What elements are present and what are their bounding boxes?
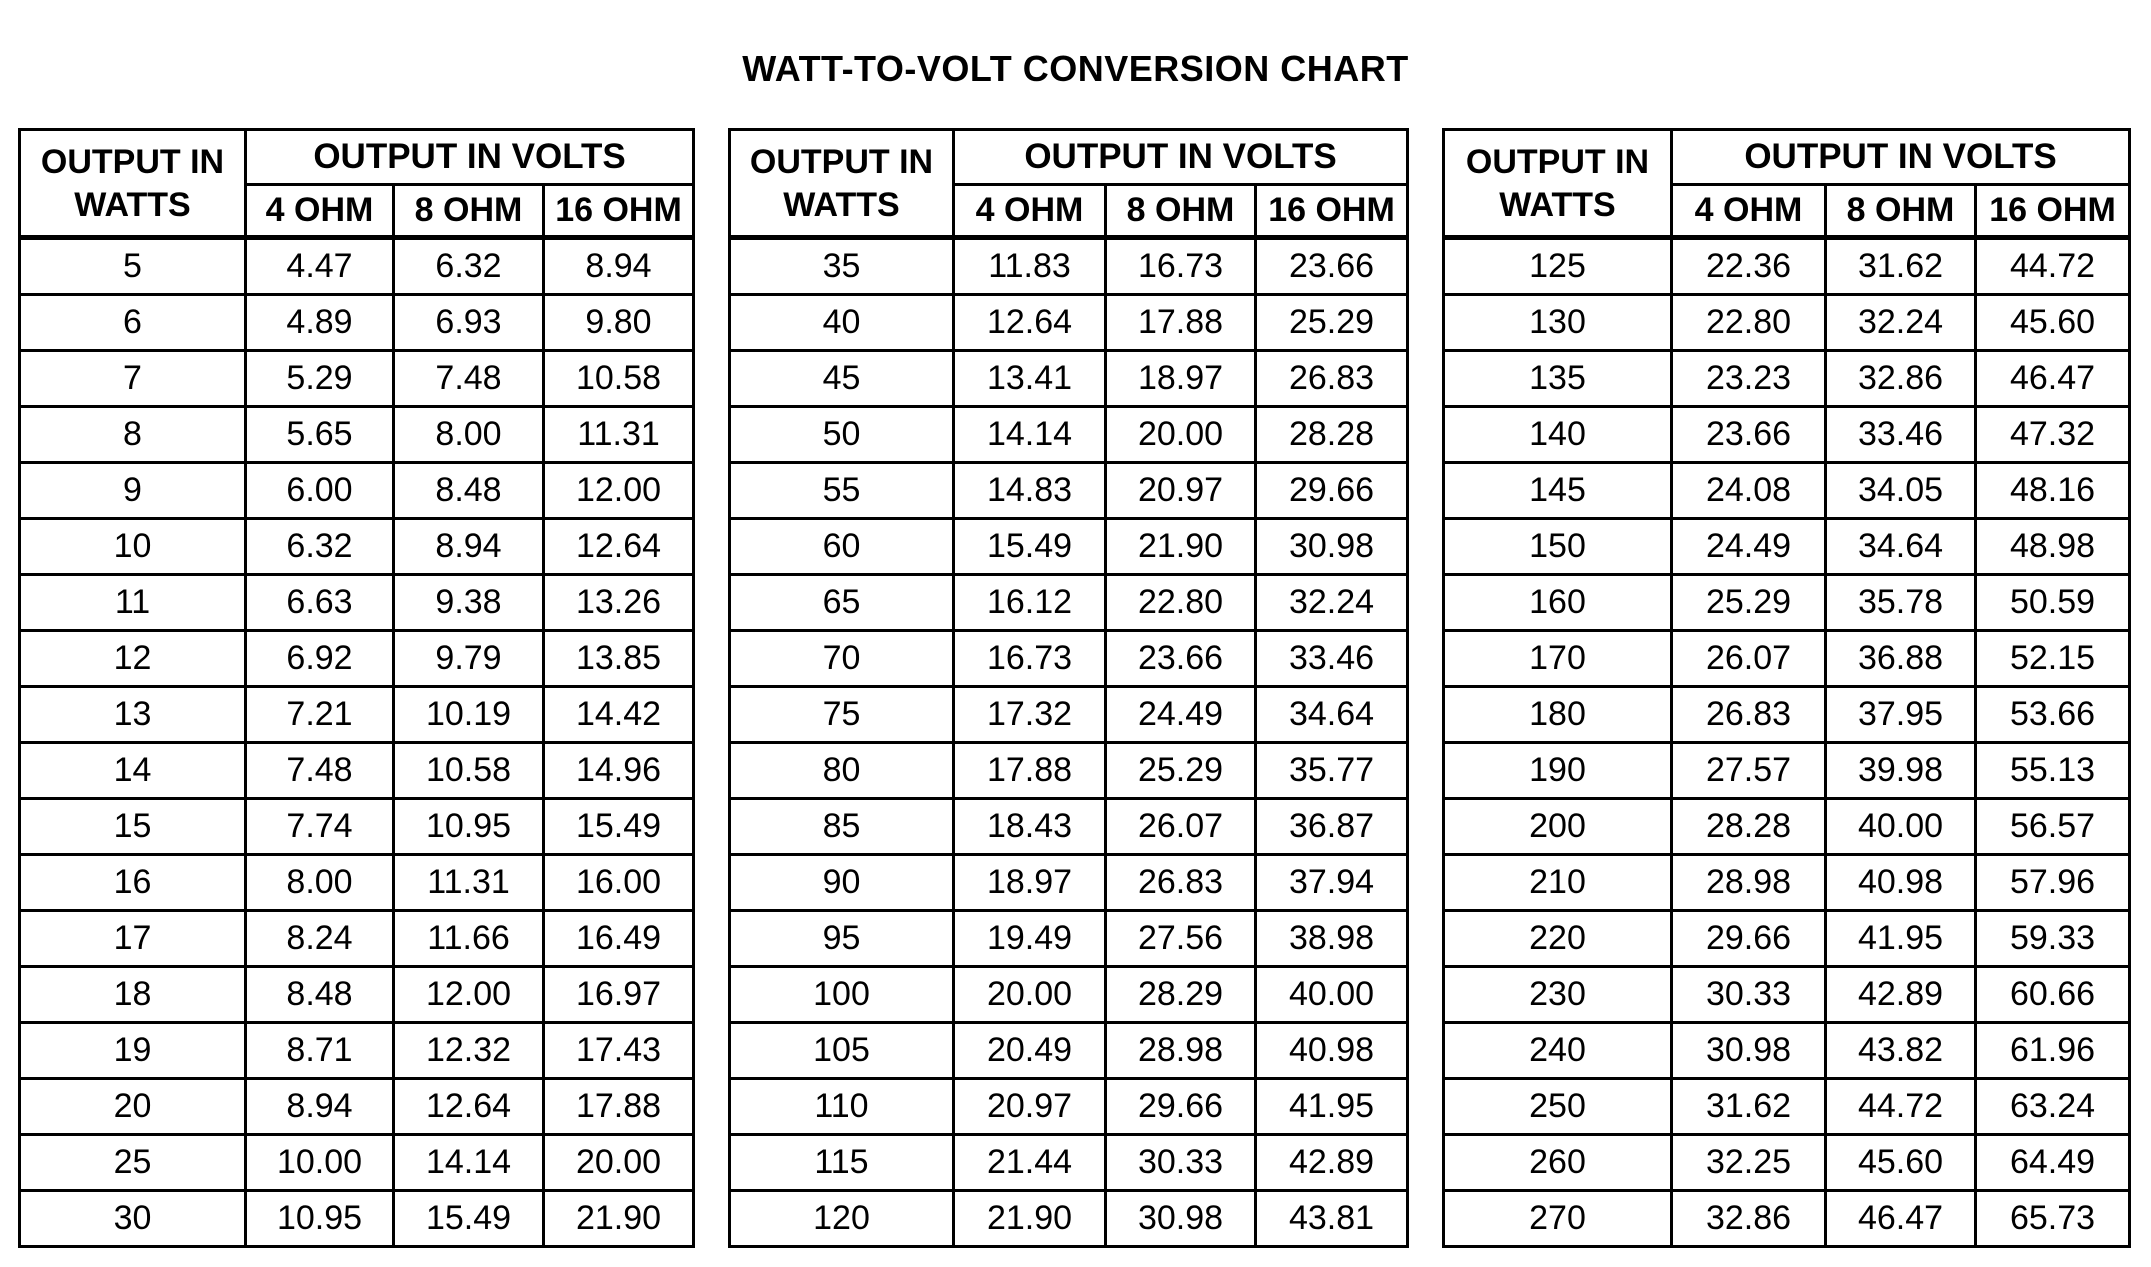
volts-16ohm-cell: 21.90	[544, 1191, 694, 1247]
table-row	[1444, 743, 2130, 799]
watts-cell: 230	[1444, 967, 1672, 1023]
volts-16ohm-cell: 13.85	[544, 631, 694, 687]
volts-16ohm-cell: 43.81	[1256, 1191, 1408, 1247]
watts-header-line1: OUTPUT IN	[730, 130, 954, 185]
volts-8ohm-cell: 32.24	[1826, 295, 1976, 351]
volts-4ohm-cell: 22.80	[1672, 295, 1826, 351]
watts-cell: 12	[20, 631, 246, 687]
table-row	[20, 351, 694, 407]
volts-16ohm-cell: 13.26	[544, 575, 694, 631]
volts-8ohm-cell: 39.98	[1826, 743, 1976, 799]
volts-16ohm-cell: 59.33	[1976, 911, 2130, 967]
table-row	[1444, 295, 2130, 351]
table-row	[20, 1079, 694, 1135]
volts-8ohm-cell: 8.94	[394, 519, 544, 575]
volts-4ohm-cell: 30.33	[1672, 967, 1826, 1023]
table-row	[730, 1023, 1408, 1079]
watts-cell: 80	[730, 743, 954, 799]
watts-cell: 19	[20, 1023, 246, 1079]
table-row	[1444, 407, 2130, 463]
table-row	[20, 238, 694, 295]
volts-8ohm-cell: 41.95	[1826, 911, 1976, 967]
volts-16ohm-cell: 38.98	[1256, 911, 1408, 967]
volts-4ohm-cell: 20.49	[954, 1023, 1106, 1079]
volts-4ohm-cell: 8.94	[246, 1079, 394, 1135]
volts-4ohm-cell: 30.98	[1672, 1023, 1826, 1079]
volts-8ohm-cell: 32.86	[1826, 351, 1976, 407]
watts-cell: 90	[730, 855, 954, 911]
volts-4ohm-cell: 25.29	[1672, 575, 1826, 631]
watts-header-line2: WATTS	[1444, 184, 1672, 238]
volts-4ohm-cell: 32.25	[1672, 1135, 1826, 1191]
volts-4ohm-cell: 4.47	[246, 238, 394, 295]
watts-cell: 125	[1444, 238, 1672, 295]
volts-8ohm-cell: 6.32	[394, 238, 544, 295]
volts-4ohm-cell: 8.71	[246, 1023, 394, 1079]
volts-4ohm-cell: 28.98	[1672, 855, 1826, 911]
volts-4ohm-cell: 11.83	[954, 238, 1106, 295]
volts-4ohm-cell: 23.66	[1672, 407, 1826, 463]
volts-16ohm-cell: 26.83	[1256, 351, 1408, 407]
conversion-table-2	[728, 128, 1409, 1248]
watts-cell: 150	[1444, 519, 1672, 575]
table-row	[730, 967, 1408, 1023]
watts-cell: 250	[1444, 1079, 1672, 1135]
volts-8ohm-cell: 16.73	[1106, 238, 1256, 295]
volts-4ohm-cell: 6.00	[246, 463, 394, 519]
watts-cell: 120	[730, 1191, 954, 1247]
table-row	[20, 519, 694, 575]
table-row	[20, 295, 694, 351]
volts-16ohm-cell: 46.47	[1976, 351, 2130, 407]
watts-cell: 105	[730, 1023, 954, 1079]
ohm16-header: 16 OHM	[544, 184, 694, 238]
table-row	[730, 519, 1408, 575]
watts-cell: 25	[20, 1135, 246, 1191]
watts-cell: 145	[1444, 463, 1672, 519]
volts-8ohm-cell: 43.82	[1826, 1023, 1976, 1079]
volts-8ohm-cell: 34.05	[1826, 463, 1976, 519]
volts-16ohm-cell: 45.60	[1976, 295, 2130, 351]
watts-cell: 45	[730, 351, 954, 407]
volts-4ohm-cell: 18.97	[954, 855, 1106, 911]
volts-8ohm-cell: 30.98	[1106, 1191, 1256, 1247]
volts-16ohm-cell: 41.95	[1256, 1079, 1408, 1135]
volts-8ohm-cell: 21.90	[1106, 519, 1256, 575]
table-row	[20, 631, 694, 687]
volts-8ohm-cell: 25.29	[1106, 743, 1256, 799]
volts-4ohm-cell: 19.49	[954, 911, 1106, 967]
volts-16ohm-cell: 56.57	[1976, 799, 2130, 855]
volts-16ohm-cell: 44.72	[1976, 238, 2130, 295]
volts-16ohm-cell: 57.96	[1976, 855, 2130, 911]
volts-16ohm-cell: 48.98	[1976, 519, 2130, 575]
watts-cell: 140	[1444, 407, 1672, 463]
table-body	[20, 238, 694, 1247]
volts-8ohm-cell: 20.97	[1106, 463, 1256, 519]
watts-cell: 40	[730, 295, 954, 351]
ohm4-header: 4 OHM	[954, 184, 1106, 238]
watts-cell: 10	[20, 519, 246, 575]
volts-header: OUTPUT IN VOLTS	[954, 130, 1408, 185]
watts-header-line1: OUTPUT IN	[1444, 130, 1672, 185]
volts-4ohm-cell: 16.73	[954, 631, 1106, 687]
volts-4ohm-cell: 31.62	[1672, 1079, 1826, 1135]
watts-cell: 110	[730, 1079, 954, 1135]
volts-16ohm-cell: 65.73	[1976, 1191, 2130, 1247]
table-row	[20, 463, 694, 519]
watts-cell: 6	[20, 295, 246, 351]
volts-4ohm-cell: 5.29	[246, 351, 394, 407]
volts-8ohm-cell: 15.49	[394, 1191, 544, 1247]
volts-4ohm-cell: 15.49	[954, 519, 1106, 575]
volts-8ohm-cell: 28.98	[1106, 1023, 1256, 1079]
table-row	[20, 575, 694, 631]
table-row	[1444, 463, 2130, 519]
volts-16ohm-cell: 33.46	[1256, 631, 1408, 687]
watts-cell: 55	[730, 463, 954, 519]
volts-16ohm-cell: 11.31	[544, 407, 694, 463]
volts-16ohm-cell: 61.96	[1976, 1023, 2130, 1079]
volts-4ohm-cell: 12.64	[954, 295, 1106, 351]
table-row	[20, 911, 694, 967]
watts-cell: 240	[1444, 1023, 1672, 1079]
volts-16ohm-cell: 30.98	[1256, 519, 1408, 575]
watts-header-line1: OUTPUT IN	[20, 130, 246, 185]
table-row	[1444, 855, 2130, 911]
ohm8-header: 8 OHM	[1826, 184, 1976, 238]
table-row	[20, 1135, 694, 1191]
ohm16-header: 16 OHM	[1256, 184, 1408, 238]
watts-cell: 270	[1444, 1191, 1672, 1247]
volts-4ohm-cell: 8.00	[246, 855, 394, 911]
watts-cell: 75	[730, 687, 954, 743]
page-title: WATT-TO-VOLT CONVERSION CHART	[742, 48, 1409, 89]
watts-cell: 20	[20, 1079, 246, 1135]
table-body	[730, 238, 1408, 1247]
watts-header-line2: WATTS	[730, 184, 954, 238]
volts-16ohm-cell: 55.13	[1976, 743, 2130, 799]
table-row	[1444, 911, 2130, 967]
ohm4-header: 4 OHM	[1672, 184, 1826, 238]
volts-16ohm-cell: 37.94	[1256, 855, 1408, 911]
volts-16ohm-cell: 40.98	[1256, 1023, 1408, 1079]
watts-cell: 65	[730, 575, 954, 631]
volts-8ohm-cell: 11.31	[394, 855, 544, 911]
watts-cell: 7	[20, 351, 246, 407]
volts-4ohm-cell: 21.44	[954, 1135, 1106, 1191]
table-row	[1444, 575, 2130, 631]
watts-cell: 13	[20, 687, 246, 743]
volts-16ohm-cell: 14.42	[544, 687, 694, 743]
volts-4ohm-cell: 26.83	[1672, 687, 1826, 743]
volts-16ohm-cell: 64.49	[1976, 1135, 2130, 1191]
volts-16ohm-cell: 42.89	[1256, 1135, 1408, 1191]
volts-16ohm-cell: 35.77	[1256, 743, 1408, 799]
volts-4ohm-cell: 14.14	[954, 407, 1106, 463]
volts-8ohm-cell: 12.00	[394, 967, 544, 1023]
watts-cell: 15	[20, 799, 246, 855]
volts-16ohm-cell: 34.64	[1256, 687, 1408, 743]
watts-cell: 135	[1444, 351, 1672, 407]
volts-16ohm-cell: 9.80	[544, 295, 694, 351]
volts-8ohm-cell: 29.66	[1106, 1079, 1256, 1135]
watts-cell: 220	[1444, 911, 1672, 967]
table-row	[1444, 351, 2130, 407]
table-row	[730, 351, 1408, 407]
volts-8ohm-cell: 45.60	[1826, 1135, 1976, 1191]
volts-16ohm-cell: 60.66	[1976, 967, 2130, 1023]
table-row	[730, 295, 1408, 351]
volts-8ohm-cell: 26.07	[1106, 799, 1256, 855]
table-row	[20, 407, 694, 463]
watts-cell: 16	[20, 855, 246, 911]
ohm8-header: 8 OHM	[394, 184, 544, 238]
volts-4ohm-cell: 10.95	[246, 1191, 394, 1247]
volts-8ohm-cell: 20.00	[1106, 407, 1256, 463]
volts-4ohm-cell: 23.23	[1672, 351, 1826, 407]
table-row	[1444, 967, 2130, 1023]
volts-4ohm-cell: 6.32	[246, 519, 394, 575]
table-row	[730, 575, 1408, 631]
volts-4ohm-cell: 13.41	[954, 351, 1106, 407]
volts-16ohm-cell: 17.88	[544, 1079, 694, 1135]
volts-8ohm-cell: 30.33	[1106, 1135, 1256, 1191]
table-row	[1444, 1135, 2130, 1191]
volts-16ohm-cell: 12.64	[544, 519, 694, 575]
volts-4ohm-cell: 17.32	[954, 687, 1106, 743]
volts-4ohm-cell: 29.66	[1672, 911, 1826, 967]
table-row	[1444, 1023, 2130, 1079]
volts-8ohm-cell: 10.58	[394, 743, 544, 799]
volts-16ohm-cell: 63.24	[1976, 1079, 2130, 1135]
volts-16ohm-cell: 16.97	[544, 967, 694, 1023]
volts-16ohm-cell: 36.87	[1256, 799, 1408, 855]
volts-4ohm-cell: 7.48	[246, 743, 394, 799]
volts-8ohm-cell: 8.48	[394, 463, 544, 519]
volts-4ohm-cell: 18.43	[954, 799, 1106, 855]
ohm16-header: 16 OHM	[1976, 184, 2130, 238]
table-row	[730, 1135, 1408, 1191]
volts-header: OUTPUT IN VOLTS	[1672, 130, 2130, 185]
volts-8ohm-cell: 10.19	[394, 687, 544, 743]
watts-cell: 5	[20, 238, 246, 295]
table-row	[730, 463, 1408, 519]
volts-4ohm-cell: 10.00	[246, 1135, 394, 1191]
volts-16ohm-cell: 23.66	[1256, 238, 1408, 295]
volts-8ohm-cell: 9.38	[394, 575, 544, 631]
volts-4ohm-cell: 22.36	[1672, 238, 1826, 295]
volts-4ohm-cell: 28.28	[1672, 799, 1826, 855]
volts-8ohm-cell: 12.32	[394, 1023, 544, 1079]
volts-8ohm-cell: 18.97	[1106, 351, 1256, 407]
table-row	[730, 855, 1408, 911]
volts-4ohm-cell: 16.12	[954, 575, 1106, 631]
volts-8ohm-cell: 17.88	[1106, 295, 1256, 351]
volts-8ohm-cell: 12.64	[394, 1079, 544, 1135]
table-row	[730, 911, 1408, 967]
watts-cell: 50	[730, 407, 954, 463]
table-row	[730, 743, 1408, 799]
watts-cell: 35	[730, 238, 954, 295]
volts-16ohm-cell: 47.32	[1976, 407, 2130, 463]
volts-16ohm-cell: 50.59	[1976, 575, 2130, 631]
volts-16ohm-cell: 29.66	[1256, 463, 1408, 519]
volts-8ohm-cell: 22.80	[1106, 575, 1256, 631]
table-row	[730, 407, 1408, 463]
table-row	[20, 967, 694, 1023]
watts-cell: 17	[20, 911, 246, 967]
volts-4ohm-cell: 7.74	[246, 799, 394, 855]
watts-cell: 70	[730, 631, 954, 687]
volts-8ohm-cell: 36.88	[1826, 631, 1976, 687]
volts-4ohm-cell: 8.24	[246, 911, 394, 967]
watts-cell: 170	[1444, 631, 1672, 687]
table-row	[730, 238, 1408, 295]
volts-8ohm-cell: 34.64	[1826, 519, 1976, 575]
volts-8ohm-cell: 9.79	[394, 631, 544, 687]
watts-cell: 18	[20, 967, 246, 1023]
volts-4ohm-cell: 6.63	[246, 575, 394, 631]
table-row	[1444, 519, 2130, 575]
table-row	[20, 743, 694, 799]
volts-8ohm-cell: 27.56	[1106, 911, 1256, 967]
watts-cell: 190	[1444, 743, 1672, 799]
volts-4ohm-cell: 27.57	[1672, 743, 1826, 799]
volts-8ohm-cell: 37.95	[1826, 687, 1976, 743]
watts-header-line2: WATTS	[20, 184, 246, 238]
table-row	[730, 1079, 1408, 1135]
watts-cell: 100	[730, 967, 954, 1023]
table-row	[1444, 799, 2130, 855]
table-row	[20, 799, 694, 855]
volts-8ohm-cell: 6.93	[394, 295, 544, 351]
volts-16ohm-cell: 12.00	[544, 463, 694, 519]
volts-4ohm-cell: 5.65	[246, 407, 394, 463]
volts-4ohm-cell: 4.89	[246, 295, 394, 351]
volts-4ohm-cell: 21.90	[954, 1191, 1106, 1247]
watts-cell: 9	[20, 463, 246, 519]
ohm4-header: 4 OHM	[246, 184, 394, 238]
watts-cell: 85	[730, 799, 954, 855]
table-row	[20, 1023, 694, 1079]
volts-header: OUTPUT IN VOLTS	[246, 130, 694, 185]
volts-16ohm-cell: 20.00	[544, 1135, 694, 1191]
volts-8ohm-cell: 10.95	[394, 799, 544, 855]
conversion-table-1	[18, 128, 695, 1248]
volts-8ohm-cell: 8.00	[394, 407, 544, 463]
table-row	[1444, 1079, 2130, 1135]
volts-16ohm-cell: 16.00	[544, 855, 694, 911]
volts-16ohm-cell: 10.58	[544, 351, 694, 407]
volts-16ohm-cell: 25.29	[1256, 295, 1408, 351]
volts-8ohm-cell: 24.49	[1106, 687, 1256, 743]
volts-4ohm-cell: 24.49	[1672, 519, 1826, 575]
watts-cell: 60	[730, 519, 954, 575]
volts-8ohm-cell: 44.72	[1826, 1079, 1976, 1135]
volts-8ohm-cell: 33.46	[1826, 407, 1976, 463]
volts-4ohm-cell: 24.08	[1672, 463, 1826, 519]
watts-cell: 180	[1444, 687, 1672, 743]
ohm8-header: 8 OHM	[1106, 184, 1256, 238]
volts-4ohm-cell: 32.86	[1672, 1191, 1826, 1247]
volts-16ohm-cell: 28.28	[1256, 407, 1408, 463]
volts-4ohm-cell: 7.21	[246, 687, 394, 743]
table-body	[1444, 238, 2130, 1247]
watts-cell: 130	[1444, 295, 1672, 351]
volts-16ohm-cell: 48.16	[1976, 463, 2130, 519]
volts-16ohm-cell: 14.96	[544, 743, 694, 799]
table-row	[730, 687, 1408, 743]
volts-4ohm-cell: 20.97	[954, 1079, 1106, 1135]
volts-16ohm-cell: 40.00	[1256, 967, 1408, 1023]
volts-16ohm-cell: 8.94	[544, 238, 694, 295]
conversion-table-3	[1442, 128, 2131, 1248]
volts-4ohm-cell: 26.07	[1672, 631, 1826, 687]
volts-16ohm-cell: 53.66	[1976, 687, 2130, 743]
volts-8ohm-cell: 40.00	[1826, 799, 1976, 855]
watts-cell: 115	[730, 1135, 954, 1191]
volts-8ohm-cell: 42.89	[1826, 967, 1976, 1023]
table-row	[1444, 687, 2130, 743]
watts-cell: 95	[730, 911, 954, 967]
volts-16ohm-cell: 15.49	[544, 799, 694, 855]
table-row	[20, 1191, 694, 1247]
table-row	[1444, 238, 2130, 295]
volts-4ohm-cell: 20.00	[954, 967, 1106, 1023]
table-row	[730, 799, 1408, 855]
volts-16ohm-cell: 17.43	[544, 1023, 694, 1079]
table-row	[1444, 631, 2130, 687]
watts-cell: 11	[20, 575, 246, 631]
volts-8ohm-cell: 23.66	[1106, 631, 1256, 687]
volts-16ohm-cell: 32.24	[1256, 575, 1408, 631]
volts-8ohm-cell: 40.98	[1826, 855, 1976, 911]
watts-cell: 8	[20, 407, 246, 463]
table-row	[20, 855, 694, 911]
volts-4ohm-cell: 14.83	[954, 463, 1106, 519]
volts-8ohm-cell: 31.62	[1826, 238, 1976, 295]
volts-8ohm-cell: 28.29	[1106, 967, 1256, 1023]
table-row	[730, 631, 1408, 687]
volts-4ohm-cell: 8.48	[246, 967, 394, 1023]
volts-4ohm-cell: 6.92	[246, 631, 394, 687]
volts-8ohm-cell: 7.48	[394, 351, 544, 407]
watts-cell: 30	[20, 1191, 246, 1247]
watts-cell: 160	[1444, 575, 1672, 631]
table-row	[1444, 1191, 2130, 1247]
table-row	[730, 1191, 1408, 1247]
volts-8ohm-cell: 46.47	[1826, 1191, 1976, 1247]
watts-cell: 14	[20, 743, 246, 799]
volts-16ohm-cell: 52.15	[1976, 631, 2130, 687]
watts-cell: 210	[1444, 855, 1672, 911]
volts-8ohm-cell: 26.83	[1106, 855, 1256, 911]
volts-8ohm-cell: 11.66	[394, 911, 544, 967]
volts-4ohm-cell: 17.88	[954, 743, 1106, 799]
table-row	[20, 687, 694, 743]
volts-16ohm-cell: 16.49	[544, 911, 694, 967]
watts-cell: 260	[1444, 1135, 1672, 1191]
volts-8ohm-cell: 14.14	[394, 1135, 544, 1191]
volts-8ohm-cell: 35.78	[1826, 575, 1976, 631]
watts-cell: 200	[1444, 799, 1672, 855]
